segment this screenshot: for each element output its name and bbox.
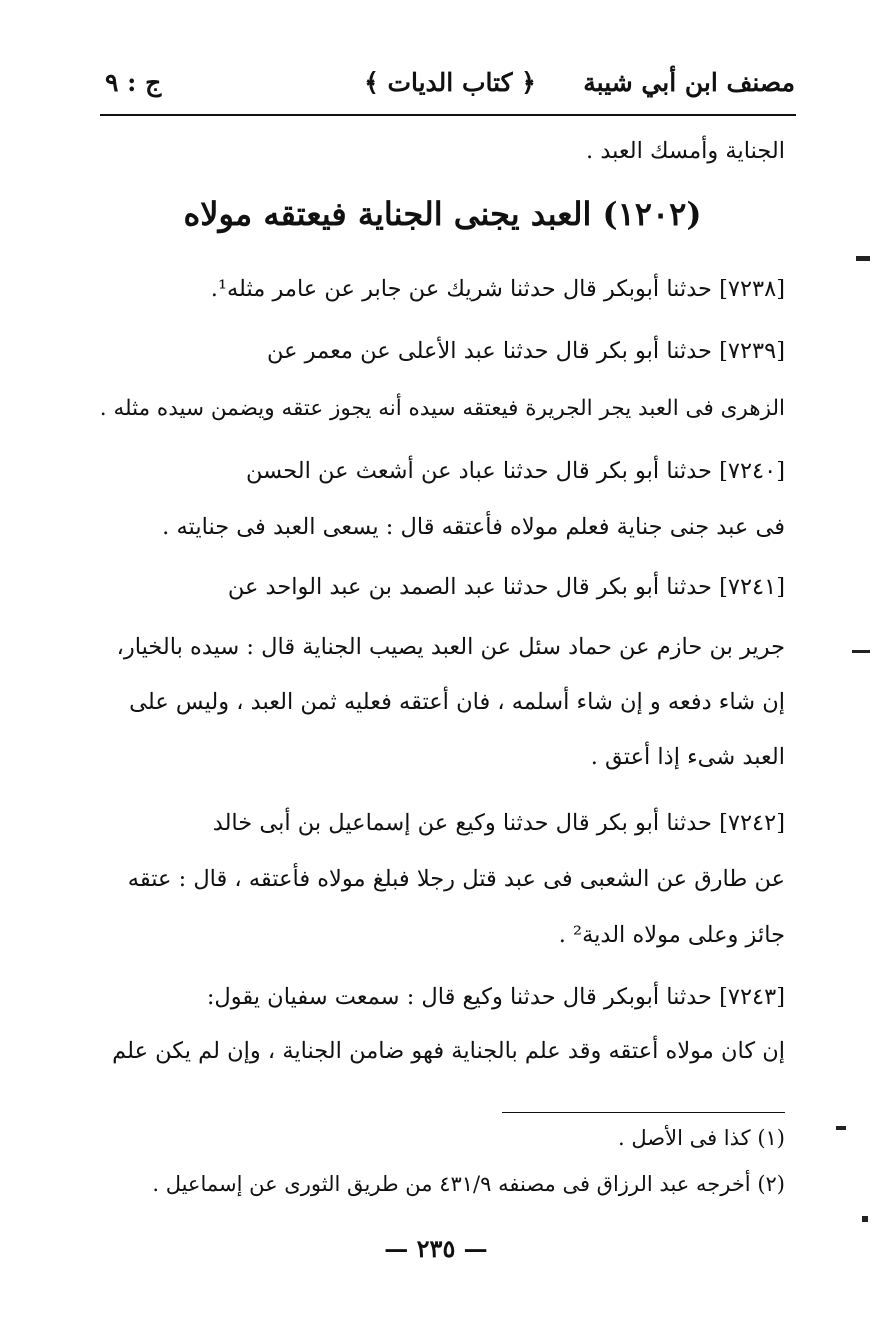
hadith-7243: [٧٢٤٣] حدثنا أبوبكر قال حدثنا وكيع قال : سمعت سفيان يقول: xyxy=(206,984,785,1010)
text-line: الجناية وأمسك العبد . xyxy=(586,138,785,164)
text-line: العبد شىء إذا أعتق . xyxy=(590,744,785,770)
chapter-title: (١٢٠٢) العبد يجنى الجناية فيعتقه مولاه xyxy=(183,195,702,233)
margin-mark xyxy=(836,1126,846,1130)
hadith-7240: [٧٢٤٠] حدثنا أبو بكر قال حدثنا عباد عن أشعث عن الحسن xyxy=(246,458,785,484)
text-line: عن طارق عن الشعبى فى عبد قتل رجلا فبلغ مولاه فأعتقه ، قال : عتقه xyxy=(127,866,785,892)
running-header xyxy=(105,62,795,114)
hadith-7239: [٧٢٣٩] حدثنا أبو بكر قال حدثنا عبد الأعلى عن معمر عن xyxy=(266,338,785,364)
text-line: إن كان مولاه أعتقه وقد علم بالجناية فهو ضامن الجناية ، وإن لم يكن علم xyxy=(112,1038,785,1064)
footnote-1: (١) كذا فى الأصل . xyxy=(618,1126,785,1150)
hadith-7241: [٧٢٤١] حدثنا أبو بكر قال حدثنا عبد الصمد بن عبد الواحد عن xyxy=(227,574,785,600)
book-title: مصنف ابن أبي شيبة xyxy=(583,68,795,97)
hadith-7238: [٧٢٣٨] حدثنا أبوبكر قال حدثنا شريك عن جابر عن عامر مثله¹. xyxy=(210,276,785,302)
margin-mark xyxy=(856,256,870,261)
text-line: الزهرى فى العبد يجر الجريرة فيعتقه سيده أنه يجوز عتقه ويضمن سيده مثله . xyxy=(99,396,785,421)
section-title: ﴿ كتاب الديات ﴾ xyxy=(364,68,536,97)
header-rule xyxy=(100,114,796,116)
margin-mark xyxy=(862,1216,868,1222)
volume-number: ج : ٩ xyxy=(105,68,162,97)
footnote-rule xyxy=(502,1112,785,1113)
text-line: فى عبد جنى جناية فعلم مولاه فأعتقه قال : يسعى العبد فى جنايته . xyxy=(162,514,785,540)
footnote-2: (٢) أخرجه عبد الرزاق فى مصنفه ٤٣١/٩ من طريق الثورى عن إسماعيل . xyxy=(152,1172,785,1196)
text-line: جائز وعلى مولاه الدية² . xyxy=(558,922,785,948)
text-line: جرير بن حازم عن حماد سئل عن العبد يصيب الجناية قال : سيده بالخيار، xyxy=(116,634,785,660)
page-number: — ٢٣٥ — xyxy=(384,1234,488,1263)
margin-mark xyxy=(852,650,870,653)
text-line: إن شاء دفعه و إن شاء أسلمه ، فان أعتقه فعليه ثمن العبد ، وليس على xyxy=(129,689,785,715)
hadith-7242: [٧٢٤٢] حدثنا أبو بكر قال حدثنا وكيع عن إسماعيل بن أبى خالد xyxy=(212,810,785,836)
